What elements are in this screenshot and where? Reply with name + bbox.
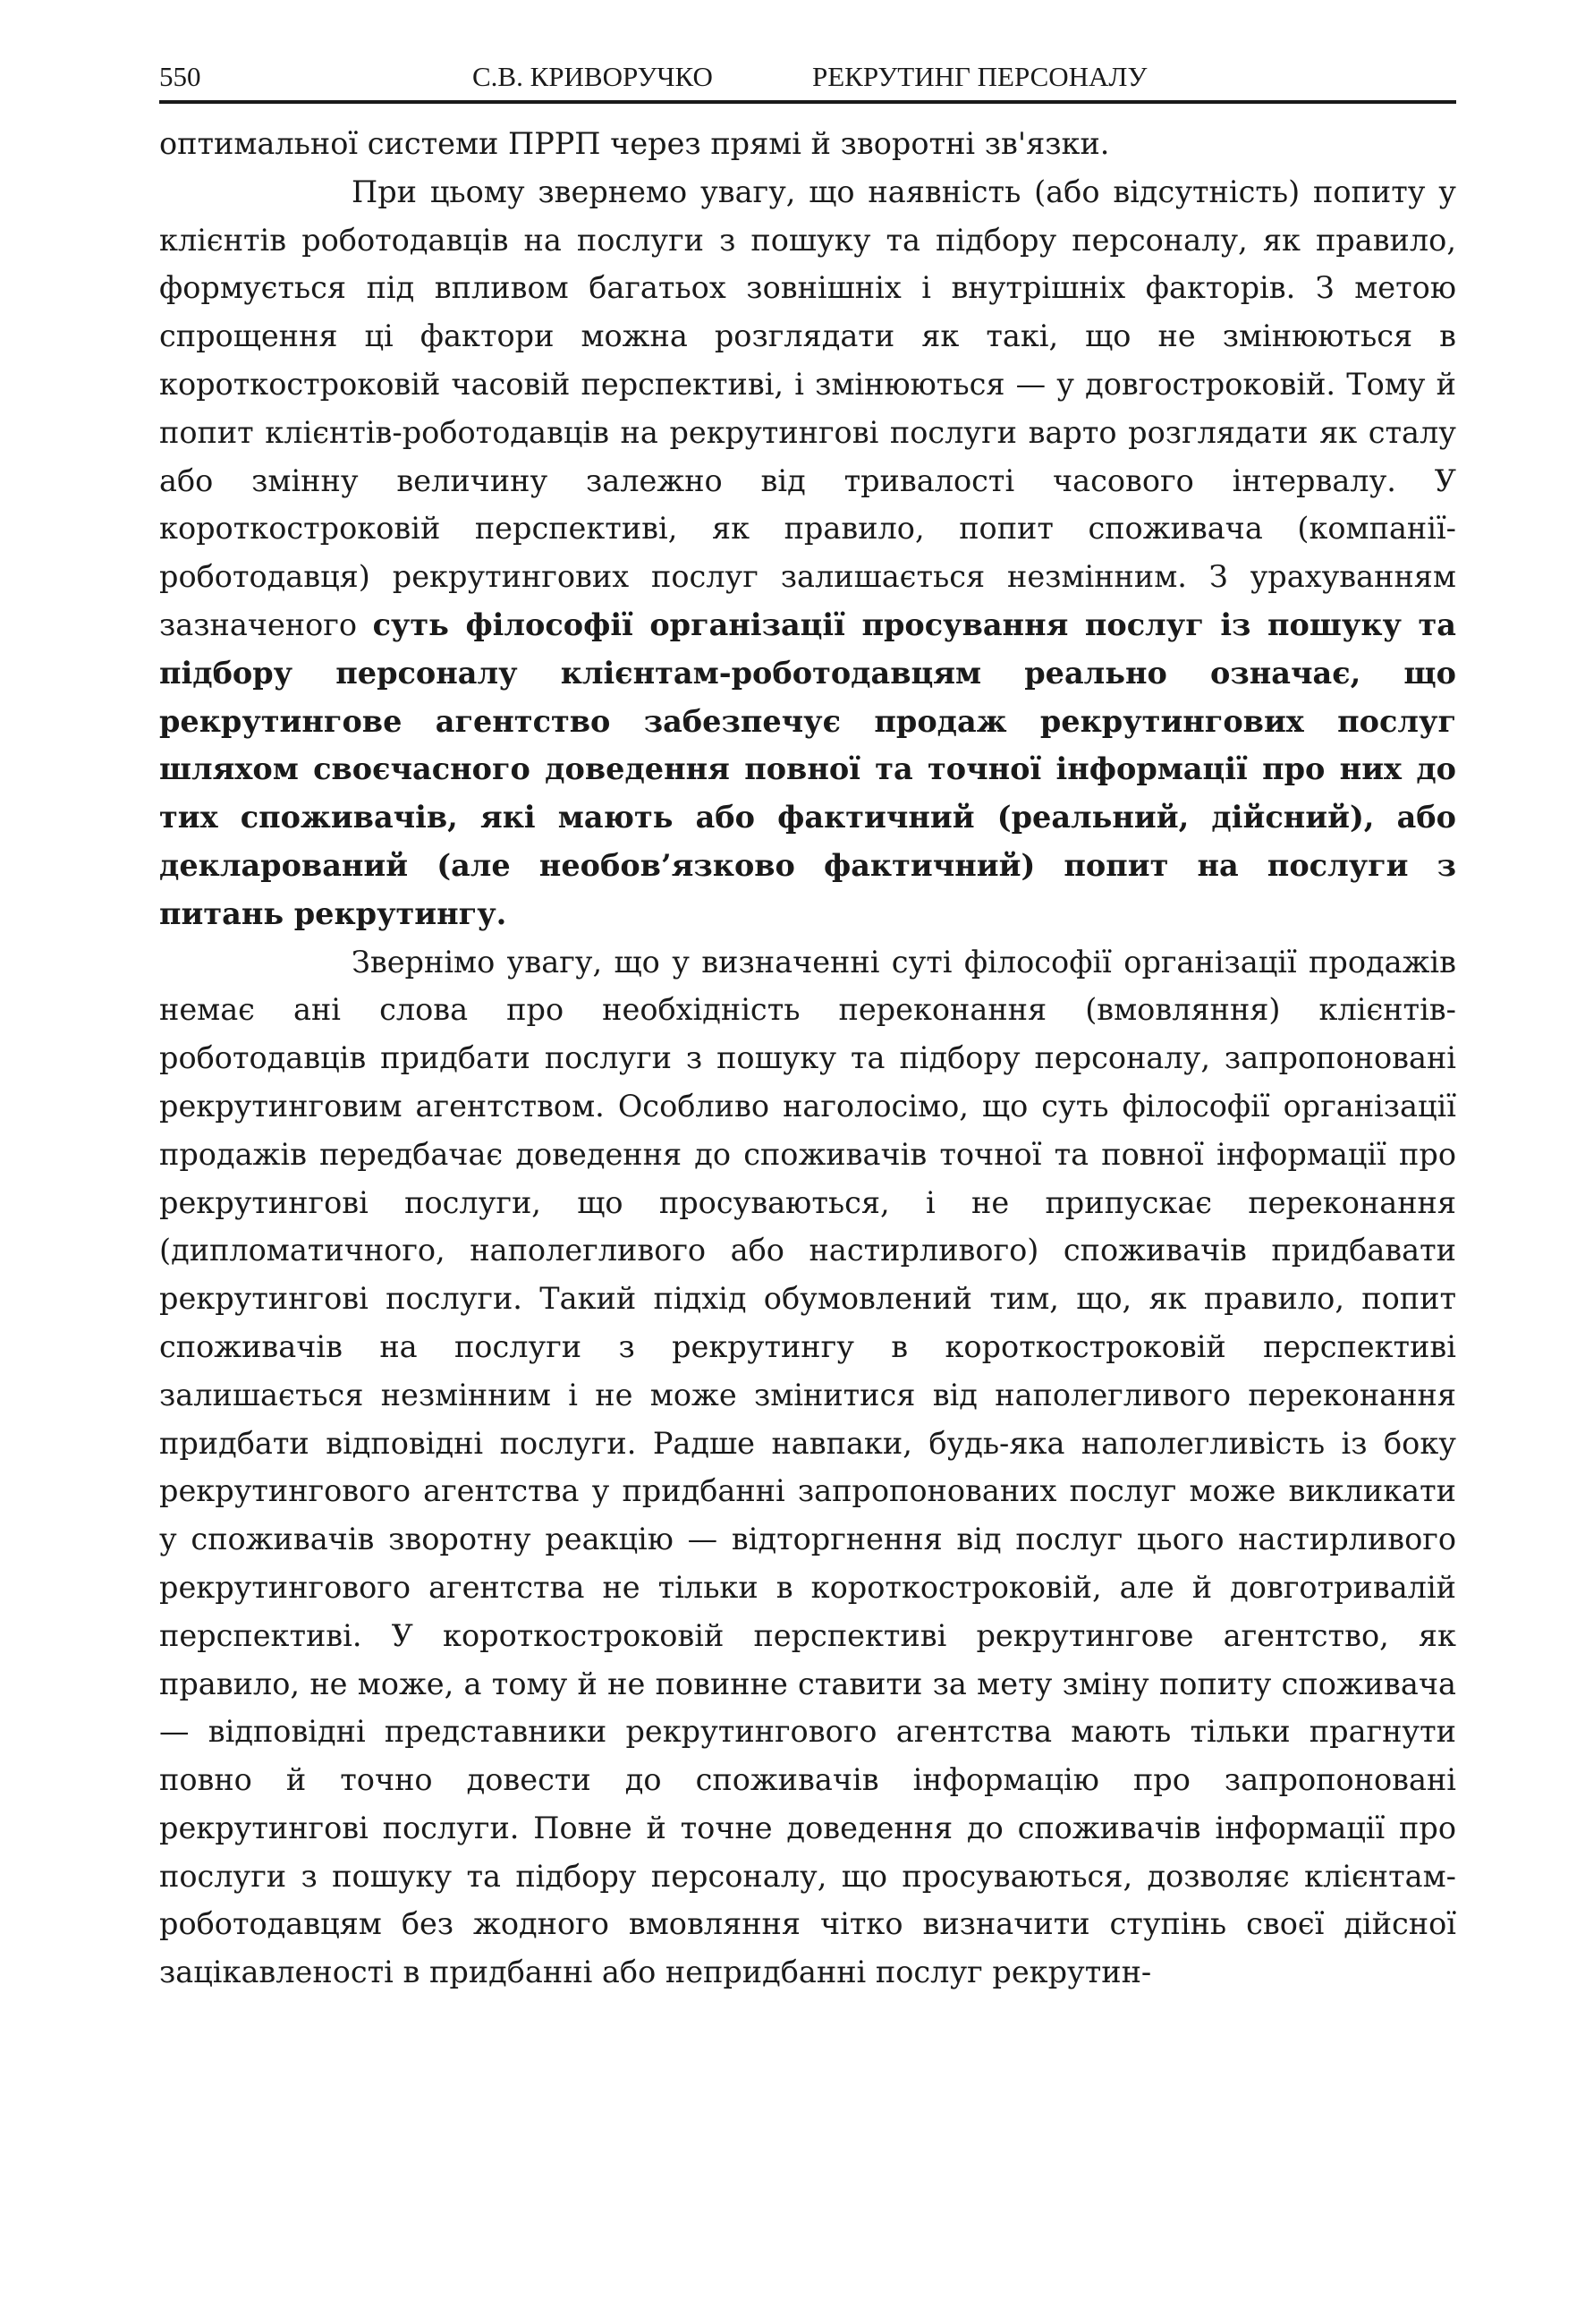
paragraph <box>159 168 1456 938</box>
body-text <box>159 120 1456 1997</box>
paragraph-continued <box>159 120 1456 168</box>
page-number: 550 <box>159 61 201 92</box>
running-header <box>159 54 1456 104</box>
paragraph <box>159 938 1456 1997</box>
emphasized-definition: суть філософії організації просування послуг із пошуку та підбору персоналу клієнтам-роботодавцям реально означає, що рекрутингове агентство забезпечує продаж рекрутингових послуг шляхом своєчасного доведення повної та точної інформації про них до тих споживачів, які мають або фактичний (реальний, дійсний), або декларований (але необов’язково фактичний) попит на послуги з питань рекрутингу. <box>159 606 1456 931</box>
paragraph-text: Звернімо увагу, що у визначенні суті філософії організації продажів немає ані слова про необхідність переконання (вмовляння) клієнтів-роботодавців придбати послуги з пошуку та підбору персоналу, запропоновані рекрутинговим агентством. Особливо наголосімо, що суть філософії організації продажів передбачає доведення до споживачів точної та повної інформації про рекрутингові послуги, що просуваються, і не припускає переконання (дипломатичного, наполегливого або настирливого) споживачів придбавати рекрутингові послуги. Такий підхід обумовлений тим, що, як правило, попит споживачів на послуги з рекрутингу в короткостроковій перспективі залишається незмінним і не може змінитися від наполегливого переконання придбати відповідні послуги. Радше навпаки, будь-яка наполегливість із боку рекрутингового агентства у придбанні запропонованих послуг може викликати у споживачів зворотну реакцію — відторгнення від послуг цього настирливого рекрутингового агентства не тільки в короткостроковій, але й довготривалій перспективі. У короткостроковій перспективі рекрутингове агентство, як правило, не може, а тому й не повинне ставити за мету зміну попиту споживача — відповідні представники рекрутингового агентства мають тільки прагнути повно й точно довести до споживачів інформацію про запропоновані рекрутингові послуги. Повне й точне доведення до споживачів інформації про послуги з пошуку та підбору персоналу, що просуваються, дозволяє клієнтам-роботодавцям без жодного вмовляння чітко визначити ступінь своєї дійсної зацікавленості в придбанні або непридбанні послуг рекрутин- <box>159 944 1456 1990</box>
paragraph-text: При цьому звернемо увагу, що наявність (або відсутність) попиту у клієнтів роботодавців на послуги з пошуку та підбору персоналу, як правило, формується під впливом багатьох зовнішніх і внутрішніх факторів. З метою спрощення ці фактори можна розглядати як такі, що не змінюються в короткостроковій часовій перспективі, і змінюються — у довгостроковій. Тому й попит клієнтів-роботодавців на рекрутингові послуги варто розглядати як сталу або змінну величину залежно від тривалості часового інтервалу. У короткостроковій перспективі, як правило, попит споживача (компанії-роботодавця) рекрутингових послуг залишається незмінним. З урахуванням зазначеного <box>159 174 1456 642</box>
book-title: РЕКРУТИНГ ПЕРСОНАЛУ <box>812 61 1148 92</box>
paragraph-text: оптимальної системи ПРРП через прямі й зворотні зв'язки. <box>159 126 1110 161</box>
author-name: С.В. КРИВОРУЧКО <box>472 61 713 92</box>
book-page <box>159 54 1456 1997</box>
